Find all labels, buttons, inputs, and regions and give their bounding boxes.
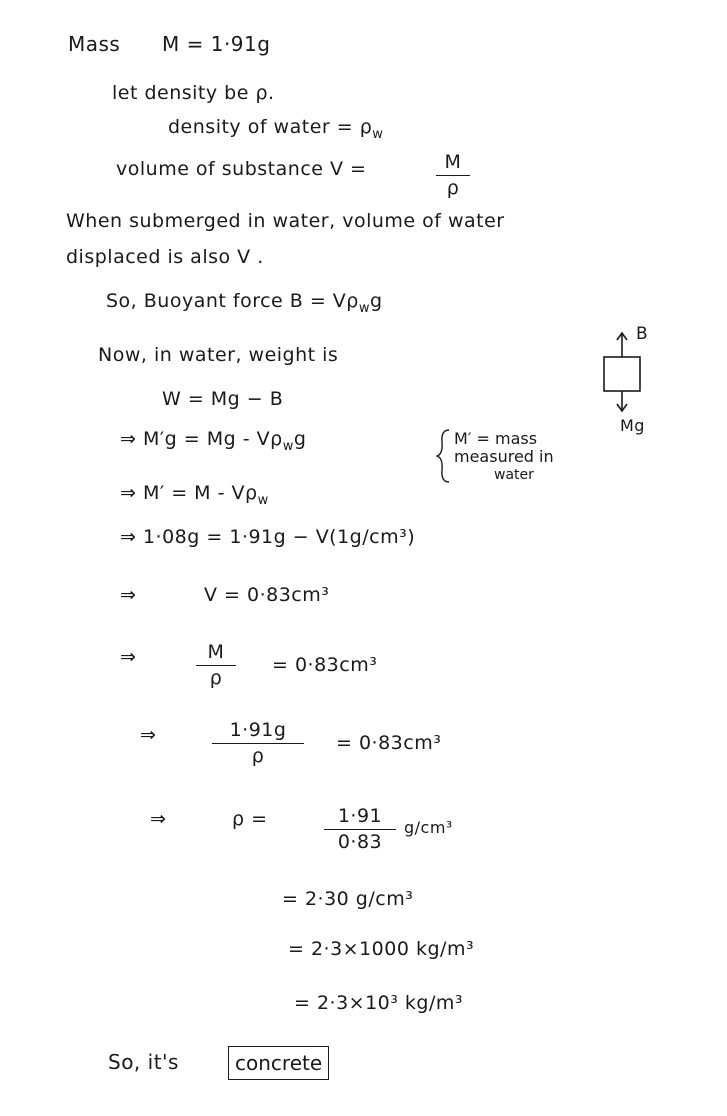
step-7-lhs: ρ = bbox=[232, 808, 268, 830]
volume-label: volume of substance V = bbox=[116, 158, 367, 180]
step-7-arrow: ⇒ bbox=[150, 808, 167, 830]
step-7-numerator: 1·91 bbox=[337, 805, 383, 827]
note-line-2: measured in bbox=[454, 447, 554, 467]
buoyant-subscript: w bbox=[358, 300, 370, 316]
step-7-denominator: 0·83 bbox=[337, 830, 383, 853]
water-subscript: w bbox=[372, 126, 384, 142]
step-2-text: ⇒ M′ = M - Vρ bbox=[120, 482, 258, 504]
step-3: ⇒ 1·08g = 1·91g − V(1g/cm³) bbox=[120, 526, 416, 548]
step-9: = 2·3×1000 kg/m³ bbox=[288, 938, 475, 960]
answer-box: concrete bbox=[228, 1046, 329, 1080]
diagram-down-label: Mg bbox=[620, 416, 645, 435]
volume-numerator: M bbox=[444, 151, 462, 173]
step-5-denominator: ρ bbox=[209, 666, 223, 689]
step-6-denominator: ρ bbox=[251, 744, 265, 767]
buoyant-force-end: g bbox=[370, 290, 383, 312]
diagram-up-label: B bbox=[636, 324, 649, 344]
submerged-line-1: When submerged in water, volume of water bbox=[66, 210, 505, 232]
note-brace bbox=[436, 428, 452, 484]
buoyant-force-line bbox=[106, 292, 383, 315]
weight-equation: W = Mg − B bbox=[162, 388, 284, 410]
step-5-rhs: = 0·83cm³ bbox=[272, 654, 378, 676]
step-1-text: ⇒ M′g = Mg - Vρ bbox=[120, 428, 283, 450]
step-7-fraction bbox=[324, 806, 396, 853]
submerged-line-2: displaced is also V . bbox=[66, 246, 264, 268]
step-4: V = 0·83cm³ bbox=[204, 584, 330, 606]
fraction-bar bbox=[436, 175, 470, 176]
note-line-1: M′ = mass bbox=[454, 429, 538, 448]
volume-fraction bbox=[436, 152, 470, 199]
mass-label: Mass bbox=[68, 32, 121, 56]
weight-intro: Now, in water, weight is bbox=[98, 344, 339, 366]
fraction-bar bbox=[196, 665, 236, 666]
water-density-text: density of water = ρ bbox=[168, 116, 373, 138]
fraction-bar bbox=[324, 829, 396, 830]
step-1 bbox=[120, 430, 306, 453]
step-1-subscript: w bbox=[282, 438, 294, 454]
density-definition: let density be ρ. bbox=[112, 82, 275, 104]
buoyant-force-text: So, Buoyant force B = Vρ bbox=[106, 290, 359, 312]
step-10: = 2·3×10³ kg/m³ bbox=[294, 992, 464, 1014]
fraction-bar bbox=[212, 743, 304, 744]
step-6-fraction bbox=[212, 720, 304, 767]
step-7-unit: g/cm³ bbox=[404, 818, 453, 837]
step-6-numerator: 1·91g bbox=[229, 719, 287, 741]
step-2 bbox=[120, 484, 269, 507]
conclusion-text: So, it's bbox=[108, 1050, 179, 1074]
step-8: = 2·30 g/cm³ bbox=[282, 888, 414, 910]
step-6-rhs: = 0·83cm³ bbox=[336, 732, 442, 754]
step-5-fraction bbox=[196, 642, 236, 689]
step-6-arrow: ⇒ bbox=[140, 724, 157, 746]
mass-note bbox=[454, 430, 554, 483]
step-4-arrow: ⇒ bbox=[120, 584, 137, 606]
note-line-3: water bbox=[494, 466, 534, 483]
mass-equation: M = 1·91g bbox=[162, 32, 271, 56]
step-5-numerator: M bbox=[207, 641, 225, 663]
step-5-arrow: ⇒ bbox=[120, 646, 137, 668]
step-2-subscript: w bbox=[257, 492, 269, 508]
water-density-definition bbox=[168, 118, 383, 141]
step-1-end: g bbox=[293, 428, 307, 450]
volume-denominator: ρ bbox=[446, 176, 460, 199]
